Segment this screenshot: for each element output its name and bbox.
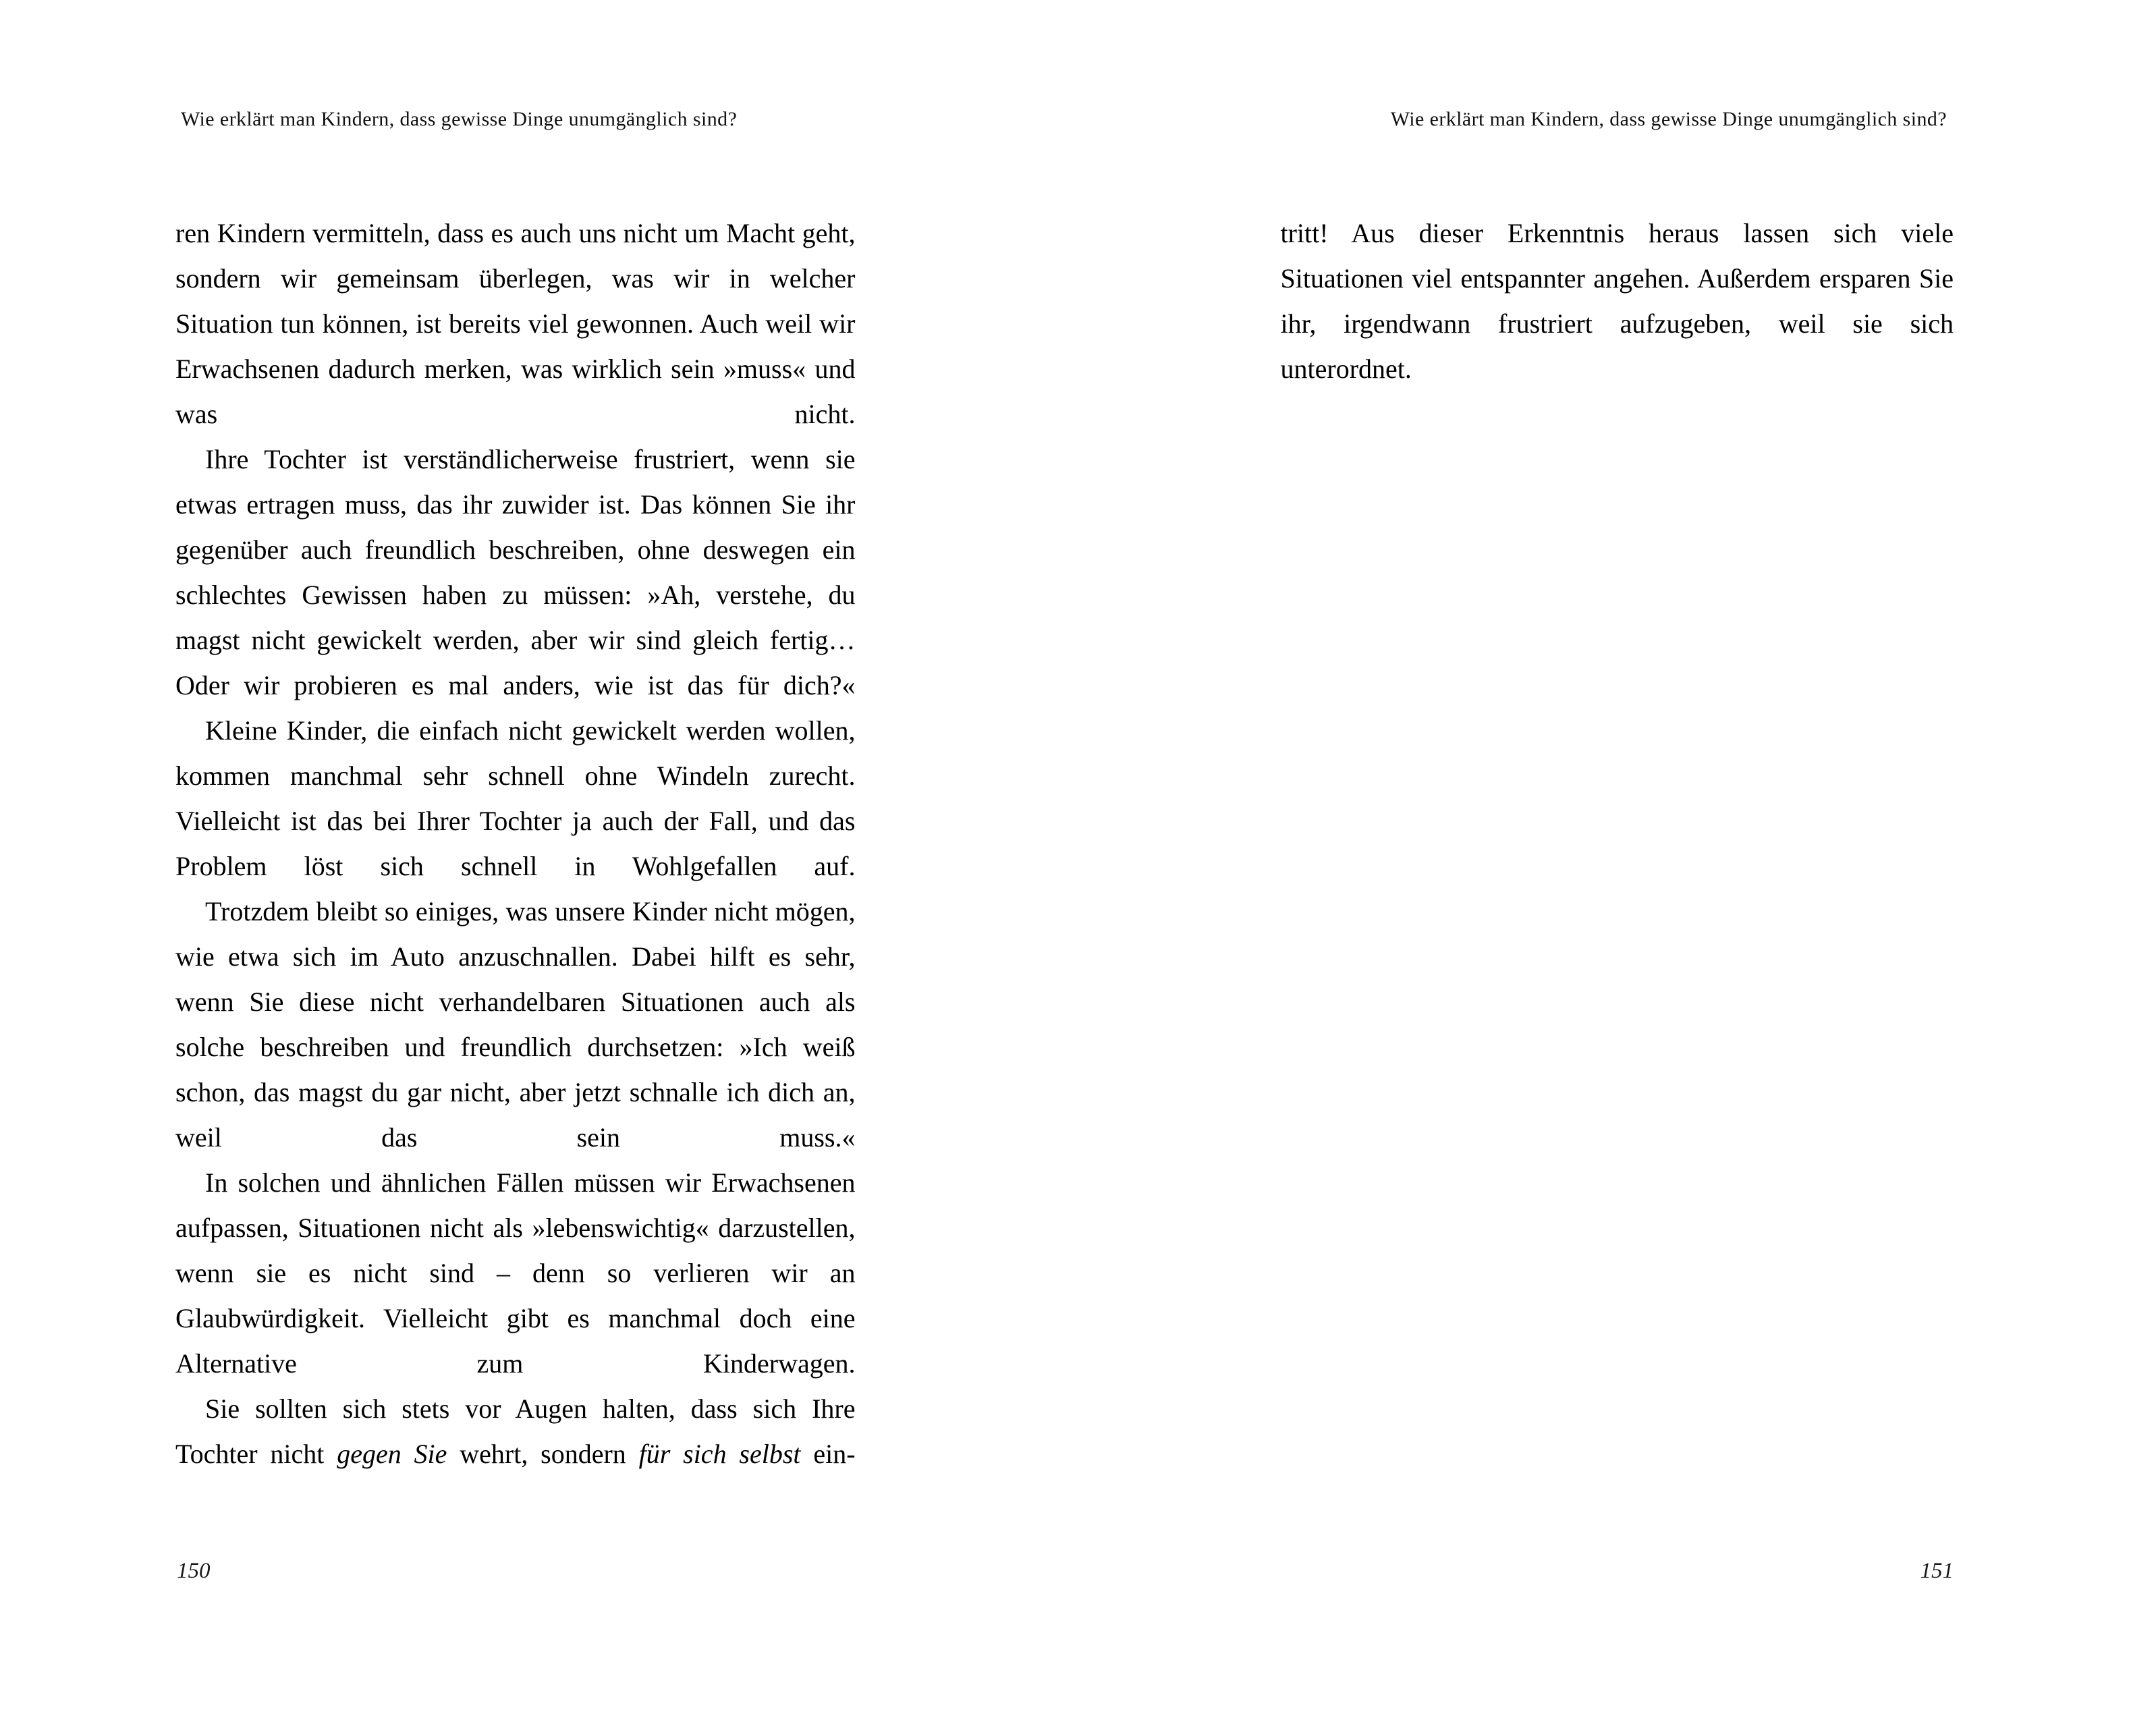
paragraph: Kleine Kinder, die einfach nicht gewickelt werden wollen, kommen manchmal sehr schnell ohne Windeln zurecht. Vielleicht ist das bei Ihrer Tochter ja auch der Fall, und das Problem löst sich schnell in Wohlgefallen auf. xyxy=(175,715,856,881)
emphasis-fuer-sich-selbst: für sich selbst xyxy=(638,1439,801,1469)
emphasis-gegen-sie: gegen Sie xyxy=(337,1439,447,1469)
paragraph: tritt! Aus dieser Erkenntnis heraus lassen sich viele Situationen viel entspannter angehen. Außerdem ersparen Sie ihr, irgendwann frustriert aufzugeben, weil sie sich unterordnet. xyxy=(1280,218,1954,384)
paragraph: ren Kindern vermitteln, dass es auch uns nicht um Macht geht, sondern wir gemeinsam überlegen, was wir in welcher Situation tun können, ist bereits viel gewonnen. Auch weil wir Erwachsenen dadurch merken, was wirklich sein »muss« und was nicht. xyxy=(175,218,856,429)
body-text-left xyxy=(175,211,856,1476)
paragraph: Trotzdem bleibt so einiges, was unsere Kinder nicht mögen, wie etwa sich im Auto anzuschnallen. Dabei hilft es sehr, wenn Sie diese nicht verhandelbaren Situationen auch als solche beschreiben und freundlich durchsetzen: »Ich weiß schon, das magst du gar nicht, aber jetzt schnalle ich dich an, weil das sein muss.« xyxy=(175,896,856,1153)
page-number-left: 150 xyxy=(177,1559,211,1583)
paragraph-segment: Sie sollten sich stets vor Augen halten, dass sich Ihre Tochter nicht xyxy=(175,1393,856,1469)
paragraph: In solchen und ähnlichen Fällen müssen wir Erwachsenen aufpassen, Situationen nicht als »lebenswichtig« darzustellen, wenn sie es nicht sind – denn so verlieren wir an Glaubwürdigkeit. Vielleicht gibt es manchmal doch eine Alternative zum Kinderwagen. xyxy=(175,1167,856,1379)
running-head-left: Wie erklärt man Kindern, dass gewisse Dinge unumgänglich sind? xyxy=(181,108,738,130)
body-text-right xyxy=(1281,211,1954,391)
paragraph: Ihre Tochter ist verständlicherweise frustriert, wenn sie etwas ertragen muss, das ihr zuwider ist. Das können Sie ihr gegenüber auch freundlich beschreiben, ohne deswegen ein schlechtes Gewissen haben zu müssen: »Ah, verstehe, du magst nicht gewickelt werden, aber wir sind gleich fertig… Oder wir probieren es mal anders, wie ist das für dich?« xyxy=(175,444,856,700)
page-right xyxy=(1078,0,2156,1716)
running-head-right: Wie erklärt man Kindern, dass gewisse Dinge unumgänglich sind? xyxy=(1390,108,1947,130)
page-number-right: 151 xyxy=(1920,1559,1954,1583)
paragraph-segment: ein- xyxy=(800,1439,856,1469)
paragraph-with-emphasis xyxy=(175,1386,856,1476)
paragraph-segment: wehrt, sondern xyxy=(447,1439,639,1469)
